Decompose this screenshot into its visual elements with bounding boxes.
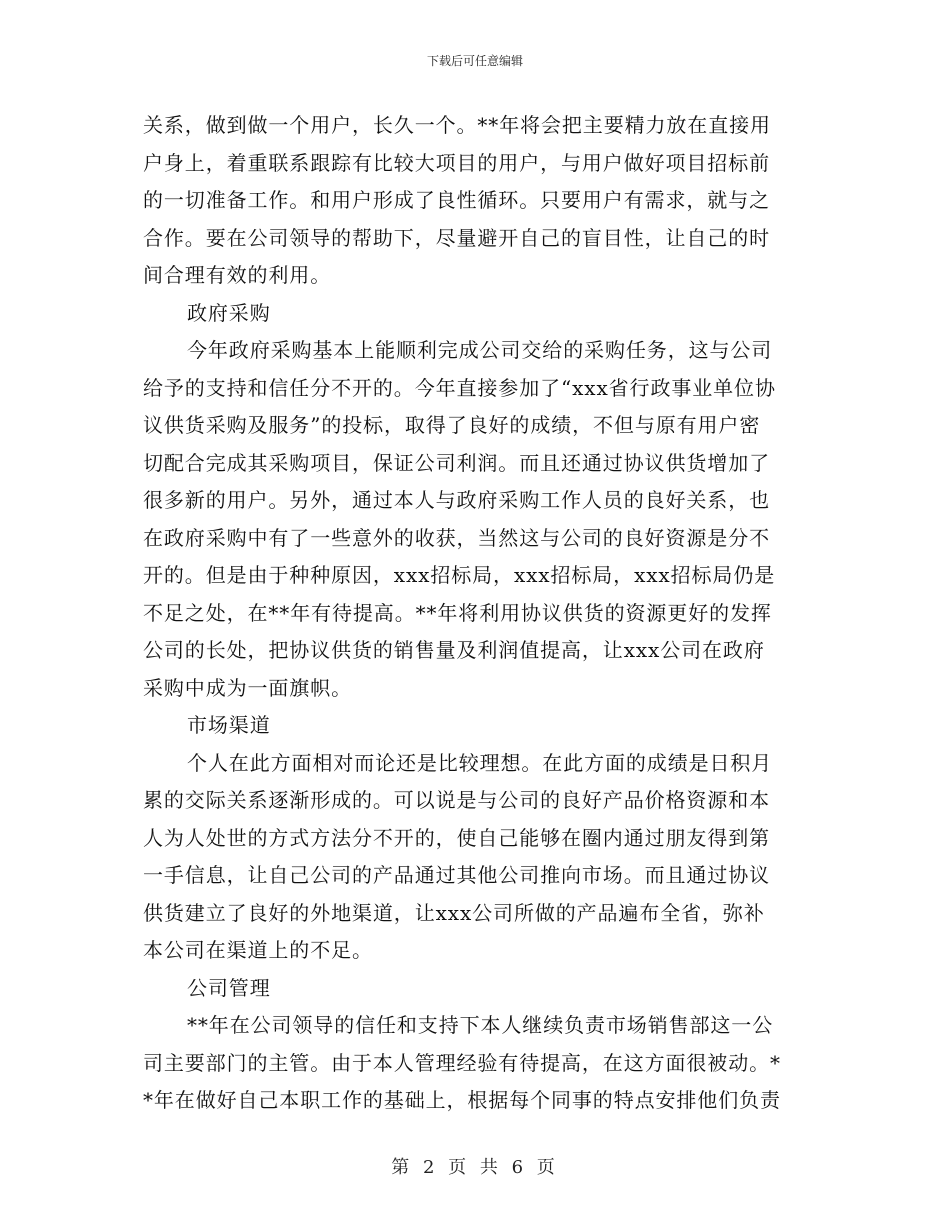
text-line: 个人在此方面相对而论还是比较理想。在此方面的成绩是日积月 — [187, 750, 773, 775]
text-line: *年在做好自己本职工作的基础上，根据每个同事的特点安排他们负责 — [143, 1088, 781, 1112]
text-line: 市场渠道 — [187, 713, 271, 737]
text-line: 间合理有效的利用。 — [143, 263, 332, 287]
text-line: 政府采购 — [187, 300, 271, 325]
text-line: 不足之处，在**年有待提高。**年将利用协议供货的资源更好的发挥 — [143, 600, 772, 625]
text-line: 公司管理 — [187, 975, 271, 1000]
text-line: 采购中成为一面旗帜。 — [143, 675, 352, 700]
text-line: 户身上，着重联系跟踪有比较大项目的用户，与用户做好项目招标前 — [143, 150, 770, 175]
text-line: 本公司在渠道上的不足。 — [143, 938, 373, 962]
text-line: 司主要部门的主管。由于本人管理经验有待提高，在这方面很被动。* — [143, 1050, 781, 1075]
page-header: 下载后可任意编辑 — [426, 54, 523, 68]
text-line: 切配合完成其采购项目，保证公司利润。而且还通过协议供货增加了 — [143, 450, 770, 475]
text-line: 议供货采购及服务”的投标，取得了良好的成绩，不但与原有用户密 — [143, 413, 761, 437]
text-line: 公司的长处，把协议供货的销售量及利润值提高，让xxx公司在政府 — [143, 638, 765, 662]
text-line: 很多新的用户。另外，通过本人与政府采购工作人员的良好关系，也 — [143, 488, 770, 512]
text-line: 在政府采购中有了一些意外的收获，当然这与公司的良好资源是分不 — [143, 525, 770, 550]
text-line: 一手信息，让自己公司的产品通过其他公司推向市场。而且通过协议 — [143, 863, 770, 887]
text-line: 的一切准备工作。和用户形成了良性循环。只要用户有需求，就与之 — [143, 188, 770, 212]
text-line: 供货建立了良好的外地渠道，让xxx公司所做的产品遍布全省，弥补 — [143, 900, 765, 925]
document-body — [143, 107, 808, 1120]
text-line: 关系，做到做一个用户，长久一个。**年将会把主要精力放在直接用 — [143, 113, 771, 137]
page-footer: 第 2 页 共 6 页 — [391, 1157, 559, 1178]
text-line: 给予的支持和信任分不开的。今年直接参加了“xxx省行政事业单位协 — [143, 375, 776, 400]
text-line: 开的。但是由于种种原因，xxx招标局，xxx招标局，xxx招标局仍是 — [143, 563, 776, 587]
text-line: 累的交际关系逐渐形成的。可以说是与公司的良好产品价格资源和本 — [143, 788, 770, 812]
text-line: **年在公司领导的信任和支持下本人继续负责市场销售部这一公 — [187, 1013, 774, 1037]
text-line: 合作。要在公司领导的帮助下，尽量避开自己的盲目性，让自己的时 — [143, 225, 770, 250]
text-line: 今年政府采购基本上能顺利完成公司交给的采购任务，这与公司 — [187, 338, 773, 362]
text-line: 人为人处世的方式方法分不开的，使自己能够在圈内通过朋友得到第 — [143, 825, 770, 850]
